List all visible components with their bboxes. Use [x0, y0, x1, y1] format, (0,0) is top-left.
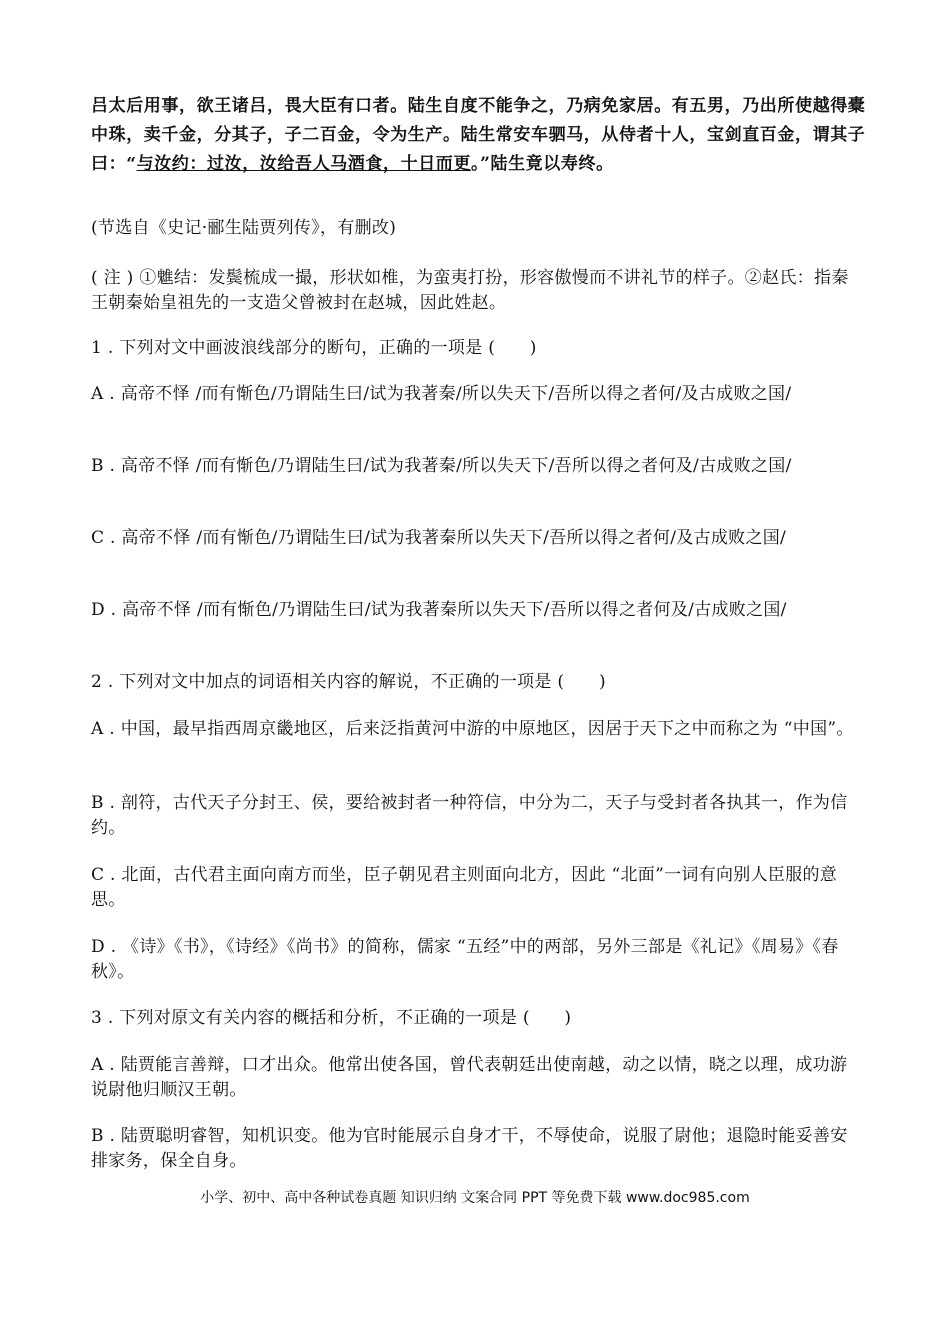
- question-2-stem: 2 . 下列对文中加点的词语相关内容的解说，不正确的一项是 ( ): [91, 672, 606, 692]
- passage-text: 吕太后用事，欲王诸吕，畏大臣有口者。陆生自度不能争之，乃病免家居。有五男，乃出所使越得橐中珠，卖千金，分其子，子二百金，令为生产。陆生常安车驷马，从侍者十人，宝剑直百金，谓其子曰：“: [91, 96, 866, 174]
- passage-ending: 。”陆生竟以寿终。: [471, 154, 614, 174]
- source-citation: (节选自《史记·郦生陆贾列传》，有删改): [91, 218, 397, 238]
- question-1-stem: 1 . 下列对文中画波浪线部分的断句，正确的一项是 ( ): [91, 338, 537, 358]
- passage-excerpt: [91, 92, 871, 179]
- question-3-option-a: A . 陆贾能言善辩，口才出众。他常出使各国，曾代表朝廷出使南越，动之以情，晓之以理，成功游说尉他归顺汉王朝。: [91, 1055, 848, 1100]
- question-1-option-c: C . 高帝不怿 /而有惭色/乃谓陆生曰/试为我著秦所以失天下/吾所以得之者何/及古成败之国/: [91, 528, 787, 548]
- question-2-option-c: C . 北面，古代君主面向南方而坐，臣子朝见君主则面向北方，因此 “北面”一词有向别人臣服的意思。: [91, 865, 838, 910]
- question-2-option-d: D . 《诗》《书》，《诗经》《尚书》的简称，儒家 “五经”中的两部，另外三部是《礼记》《周易》《春秋》。: [91, 937, 839, 982]
- underlined-quote: 与汝约：过汝，汝给吾人马酒食，十日而更: [136, 154, 471, 174]
- question-1-option-a: A . 高帝不怿 /而有惭色/乃谓陆生曰/试为我著秦/所以失天下/吾所以得之者何/及古成败之国/: [91, 384, 792, 404]
- question-3-option-b: B . 陆贾聪明睿智，知机识变。他为官时能展示自身才干，不辱使命，说服了尉他；退隐时能妥善安排家务，保全自身。: [91, 1126, 848, 1171]
- question-3-stem: 3 . 下列对原文有关内容的概括和分析，不正确的一项是 ( ): [91, 1008, 572, 1028]
- question-2-option-a: A . 中国，最早指西周京畿地区，后来泛指黄河中游的中原地区，因居于天下之中而称之为 “中国”。: [91, 719, 854, 739]
- page-footer: 小学、初中、高中各种试卷真题 知识归纳 文案合同 PPT 等免费下载 www.doc985.com: [200, 1190, 750, 1206]
- question-1-option-d: D . 高帝不怿 /而有惭色/乃谓陆生曰/试为我著秦所以失天下/吾所以得之者何及/古成败之国/: [91, 600, 787, 620]
- question-2-option-b: B . 剖符，古代天子分封王、侯，要给被封者一种符信，中分为二，天子与受封者各执其一，作为信约。: [91, 793, 848, 838]
- question-1-option-b: B . 高帝不怿 /而有惭色/乃谓陆生曰/试为我著秦/所以失天下/吾所以得之者何及/古成败之国/: [91, 456, 792, 476]
- annotation-note: ( 注 ) ①魋结：发鬓梳成一撮，形状如椎，为蛮夷打扮，形容傲慢而不讲礼节的样子。②赵氏：指秦王朝秦始皇祖先的一支造父曾被封在赵城，因此姓赵。: [91, 268, 849, 313]
